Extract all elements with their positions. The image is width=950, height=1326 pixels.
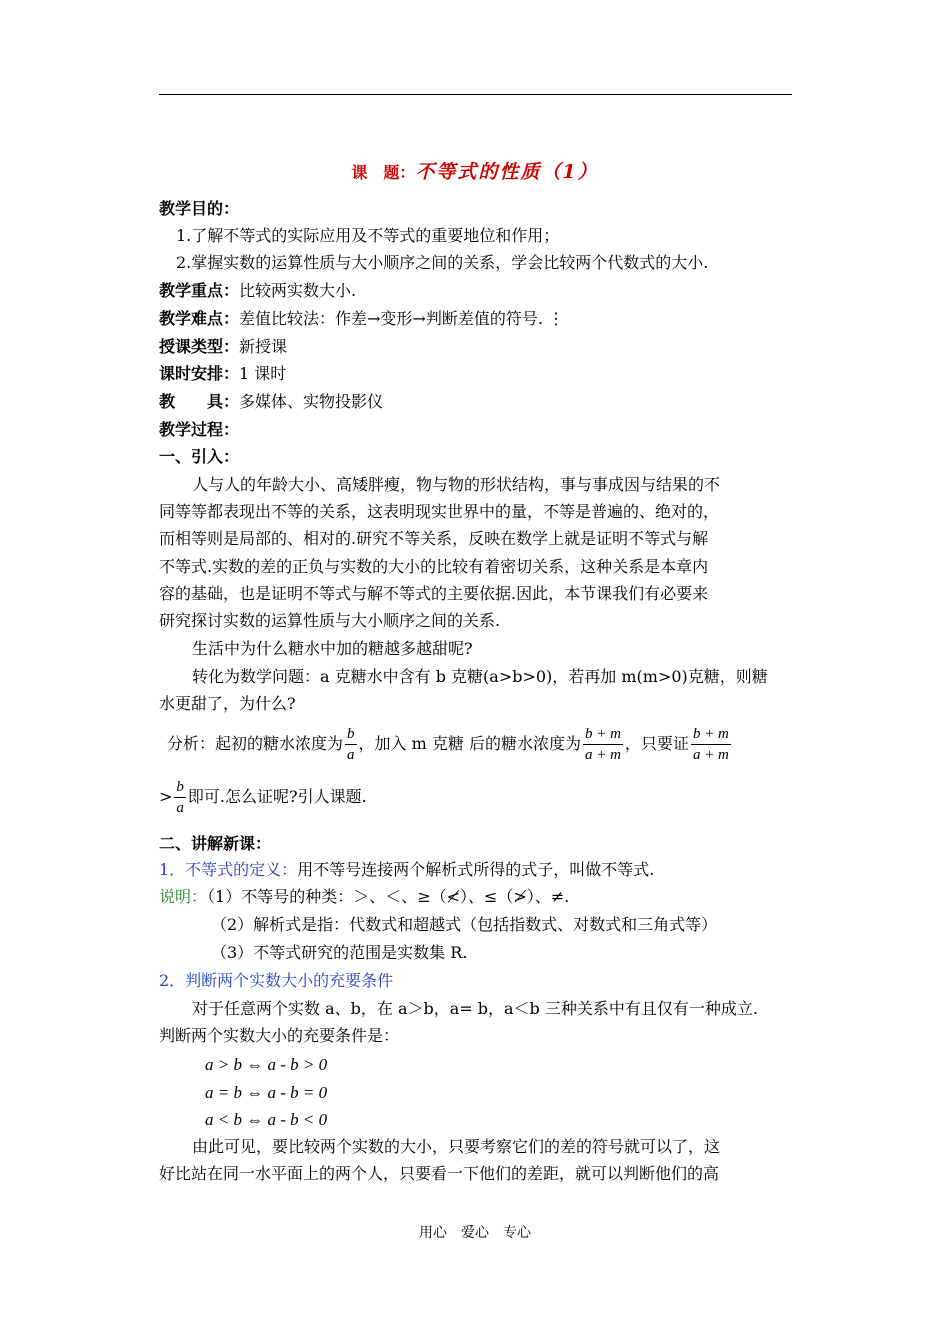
info-value: 新授课	[239, 337, 288, 356]
paragraph-line: 同等等都表现出不等的关系，这表明现实世界中的量，不等是普遍的、绝对的，	[159, 502, 720, 521]
paragraph-line: 人与人的年龄大小、高矮胖瘦，物与物的形状结构，事与事成因与结果的不	[192, 475, 721, 494]
section1-heading: 一、引入：	[159, 447, 240, 466]
note-item: （2）解析式是指：代数式和超越式（包括指数式、对数式和三角式等）	[211, 915, 718, 934]
info-value: 1 课时	[239, 364, 287, 383]
objective-item: 1.了解不等式的实际应用及不等式的重要地位和作用；	[176, 226, 560, 245]
fraction-b-over-a	[174, 777, 186, 818]
info-value: 比较两实数大小.	[239, 281, 357, 300]
paragraph-line: 判断两个实数大小的充要条件是：	[159, 1026, 400, 1045]
analysis-text: ，加入 m 克糖 后的糖水浓度为	[358, 734, 581, 753]
analysis-text: ，只要证	[624, 734, 689, 753]
convert-line: 转化为数学问题：a 克糖水中含有 b 克糖(a>b>0)，若再加 m(m>0)克糖，则糖	[192, 667, 768, 686]
subsection-heading: 2．判断两个实数大小的充要条件	[159, 971, 394, 990]
fraction-b-over-a	[345, 724, 357, 765]
condition-formula: a = b ⇔ a - b = 0	[205, 1083, 328, 1102]
fraction-bm-over-am	[691, 724, 731, 765]
lesson-title	[0, 157, 950, 184]
info-label: 教 具：	[159, 392, 240, 411]
paragraph-line: 对于任意两个实数 a、b，在 a＞b，a= b，a＜b 三种关系中有且仅有一种成立.	[192, 999, 758, 1018]
paragraph-line: 而相等则是局部的、相对的.研究不等关系，反映在数学上就是证明不等式与解	[159, 529, 709, 548]
analysis-text: 即可.怎么证呢?引人课题.	[187, 787, 367, 806]
paragraph-line: 容的基础，也是证明不等式与解不等式的主要依据.因此，本节课我们有必要来	[159, 584, 709, 603]
analysis-line	[159, 777, 792, 818]
fraction-numerator: b + m	[691, 724, 731, 745]
process-heading: 教学过程：	[159, 420, 240, 439]
info-value: 多媒体、实物投影仪	[239, 392, 384, 411]
info-row	[159, 360, 792, 387]
condition-formula: a < b ⇔ a - b < 0	[205, 1110, 328, 1129]
fraction-numerator: b	[345, 724, 357, 745]
info-row	[159, 277, 792, 304]
condition-formula: a > b ⇔ a - b > 0	[205, 1055, 328, 1074]
greater-than: >	[159, 787, 173, 806]
info-label: 课时安排：	[159, 364, 240, 383]
title-main: 不等式的性质（1）	[415, 161, 599, 183]
note-item: （1）不等号的种类：＞、＜、≥（≮）、≤（≯）、≠.	[207, 887, 570, 906]
definition-label: 1．不等式的定义：	[159, 860, 298, 879]
question-line: 生活中为什么糖水中加的糖越多越甜呢?	[192, 639, 473, 658]
analysis-text: 分析：起初的糖水浓度为	[167, 734, 344, 753]
info-label: 教学难点：	[159, 309, 240, 328]
objectives-heading: 教学目的：	[159, 199, 240, 218]
info-row	[159, 305, 792, 332]
analysis-line	[167, 724, 800, 765]
info-row	[159, 333, 792, 360]
note-line	[159, 883, 792, 910]
page-footer: 用心 爱心 专心	[419, 1225, 531, 1241]
paragraph-line: 由此可见，要比较两个实数的大小，只要考察它们的差的符号就可以了，这	[192, 1137, 721, 1156]
fraction-bm-over-am	[583, 724, 623, 765]
fraction-denominator: a	[347, 747, 355, 763]
info-value: 差值比较法：作差→变形→判断差值的符号. ⋮	[239, 309, 565, 328]
paragraph-line: 好比站在同一水平面上的两个人，只要看一下他们的差距，就可以判断他们的高	[159, 1164, 720, 1183]
definition-text: 用不等号连接两个解析式所得的式子，叫做不等式.	[297, 860, 655, 879]
fraction-numerator: b + m	[583, 724, 623, 745]
section2-heading: 二、讲解新课：	[159, 834, 272, 853]
paragraph-line: 不等式.实数的差的正负与实数的大小的比较有着密切关系，这种关系是本章内	[159, 557, 709, 576]
info-label: 教学重点：	[159, 281, 240, 300]
objective-item: 2.掌握实数的运算性质与大小顺序之间的关系，学会比较两个代数式的大小.	[176, 253, 709, 272]
fraction-denominator: a + m	[584, 747, 621, 763]
title-lead: 课 题：	[351, 163, 416, 182]
header-rule	[159, 94, 792, 95]
fraction-numerator: b	[174, 777, 186, 798]
definition-line	[159, 856, 792, 883]
convert-line: 水更甜了，为什么?	[159, 694, 296, 713]
fraction-denominator: a + m	[692, 747, 729, 763]
info-label: 授课类型：	[159, 337, 240, 356]
paragraph-line: 研究探讨实数的运算性质与大小顺序之间的关系.	[159, 611, 501, 630]
fraction-denominator: a	[176, 800, 184, 816]
info-row	[159, 388, 792, 415]
note-item: （3）不等式研究的范围是实数集 R.	[211, 943, 468, 962]
note-label: 说明：	[159, 887, 208, 906]
